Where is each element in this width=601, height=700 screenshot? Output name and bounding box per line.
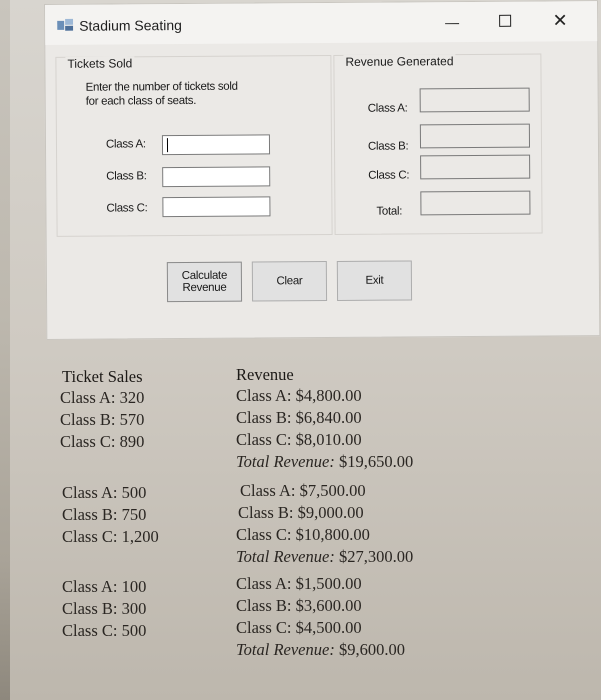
class-a-sold-label: Class A:	[105, 138, 146, 151]
set2-total-revenue	[236, 546, 413, 567]
total-revenue-caption: Total Revenue:	[236, 452, 335, 471]
set1-sales-class-c: Class C: 890	[60, 432, 145, 451]
calculate-label-line-2: Revenue	[182, 281, 227, 295]
total-revenue-value: $9,600.00	[338, 640, 405, 659]
title-bar[interactable]	[45, 1, 597, 45]
revenue-heading: Revenue	[236, 365, 294, 384]
instructions-line-1: Enter the number of tickets sold	[85, 80, 238, 94]
set1-total-revenue	[236, 451, 413, 472]
minimize-icon: —	[445, 14, 460, 31]
class-c-revenue-label: Class C:	[368, 169, 410, 182]
set1-revenue-class-b: Class B: $6,840.00	[236, 408, 362, 427]
set3-revenue-class-b: Class B: $3,600.00	[236, 596, 362, 615]
total-revenue-value: $19,650.00	[338, 452, 414, 471]
total-revenue-label: Total:	[376, 205, 403, 218]
set3-sales-class-b: Class B: 300	[62, 599, 147, 618]
set1-sales-class-a: Class A: 320	[60, 388, 145, 407]
set2-sales-class-a: Class A: 500	[62, 483, 147, 502]
class-c-revenue-output	[420, 155, 530, 180]
set3-sales-class-c: Class C: 500	[62, 621, 147, 640]
class-b-sold-input[interactable]	[162, 166, 270, 187]
instructions-line-2: for each class of seats.	[85, 94, 197, 108]
ticket-sales-heading: Ticket Sales	[62, 367, 143, 386]
set3-revenue-class-c: Class C: $4,500.00	[236, 618, 362, 637]
set2-revenue-class-c: Class C: $10,800.00	[236, 525, 370, 544]
total-revenue-caption: Total Revenue:	[236, 547, 335, 566]
window-title: Stadium Seating	[79, 17, 182, 34]
set3-revenue-class-a: Class A: $1,500.00	[236, 574, 362, 593]
set3-total-revenue	[236, 639, 405, 660]
class-c-sold-label: Class C:	[106, 202, 148, 215]
class-a-revenue-label: Class A:	[367, 102, 408, 115]
total-revenue-value: $27,300.00	[338, 547, 414, 566]
revenue-generated-title: Revenue Generated	[345, 54, 454, 69]
maximize-button[interactable]	[490, 8, 520, 34]
set1-revenue-class-a: Class A: $4,800.00	[236, 386, 362, 405]
calculate-revenue-button[interactable]	[167, 262, 242, 303]
class-b-revenue-label: Class B:	[367, 140, 409, 153]
close-icon: ✕	[552, 10, 568, 31]
class-b-revenue-output	[420, 124, 530, 149]
class-b-sold-label: Class B:	[106, 170, 147, 183]
maximize-icon	[499, 15, 511, 27]
total-revenue-caption: Total Revenue:	[236, 640, 335, 659]
set2-sales-class-b: Class B: 750	[62, 505, 147, 524]
class-a-sold-input[interactable]	[162, 134, 270, 155]
app-icon	[57, 19, 73, 31]
set3-sales-class-a: Class A: 100	[62, 577, 147, 596]
class-c-sold-input[interactable]	[162, 196, 270, 217]
set2-sales-class-c: Class C: 1,200	[62, 527, 159, 546]
set2-revenue-class-b: Class B: $9,000.00	[238, 503, 364, 522]
total-revenue-output	[420, 191, 530, 216]
clear-button[interactable]: Clear	[252, 261, 327, 302]
exit-button[interactable]: Exit	[337, 260, 412, 301]
calculate-label-line-1: Calculate	[181, 269, 228, 283]
set2-revenue-class-a: Class A: $7,500.00	[240, 481, 366, 500]
set1-sales-class-b: Class B: 570	[60, 410, 145, 429]
text-caret	[167, 138, 168, 152]
close-button[interactable]	[545, 7, 575, 33]
tickets-sold-title: Tickets Sold	[67, 56, 133, 71]
set1-revenue-class-c: Class C: $8,010.00	[236, 430, 362, 449]
stadium-seating-window	[44, 0, 600, 340]
class-a-revenue-output	[420, 88, 530, 113]
minimize-button[interactable]	[437, 8, 467, 34]
